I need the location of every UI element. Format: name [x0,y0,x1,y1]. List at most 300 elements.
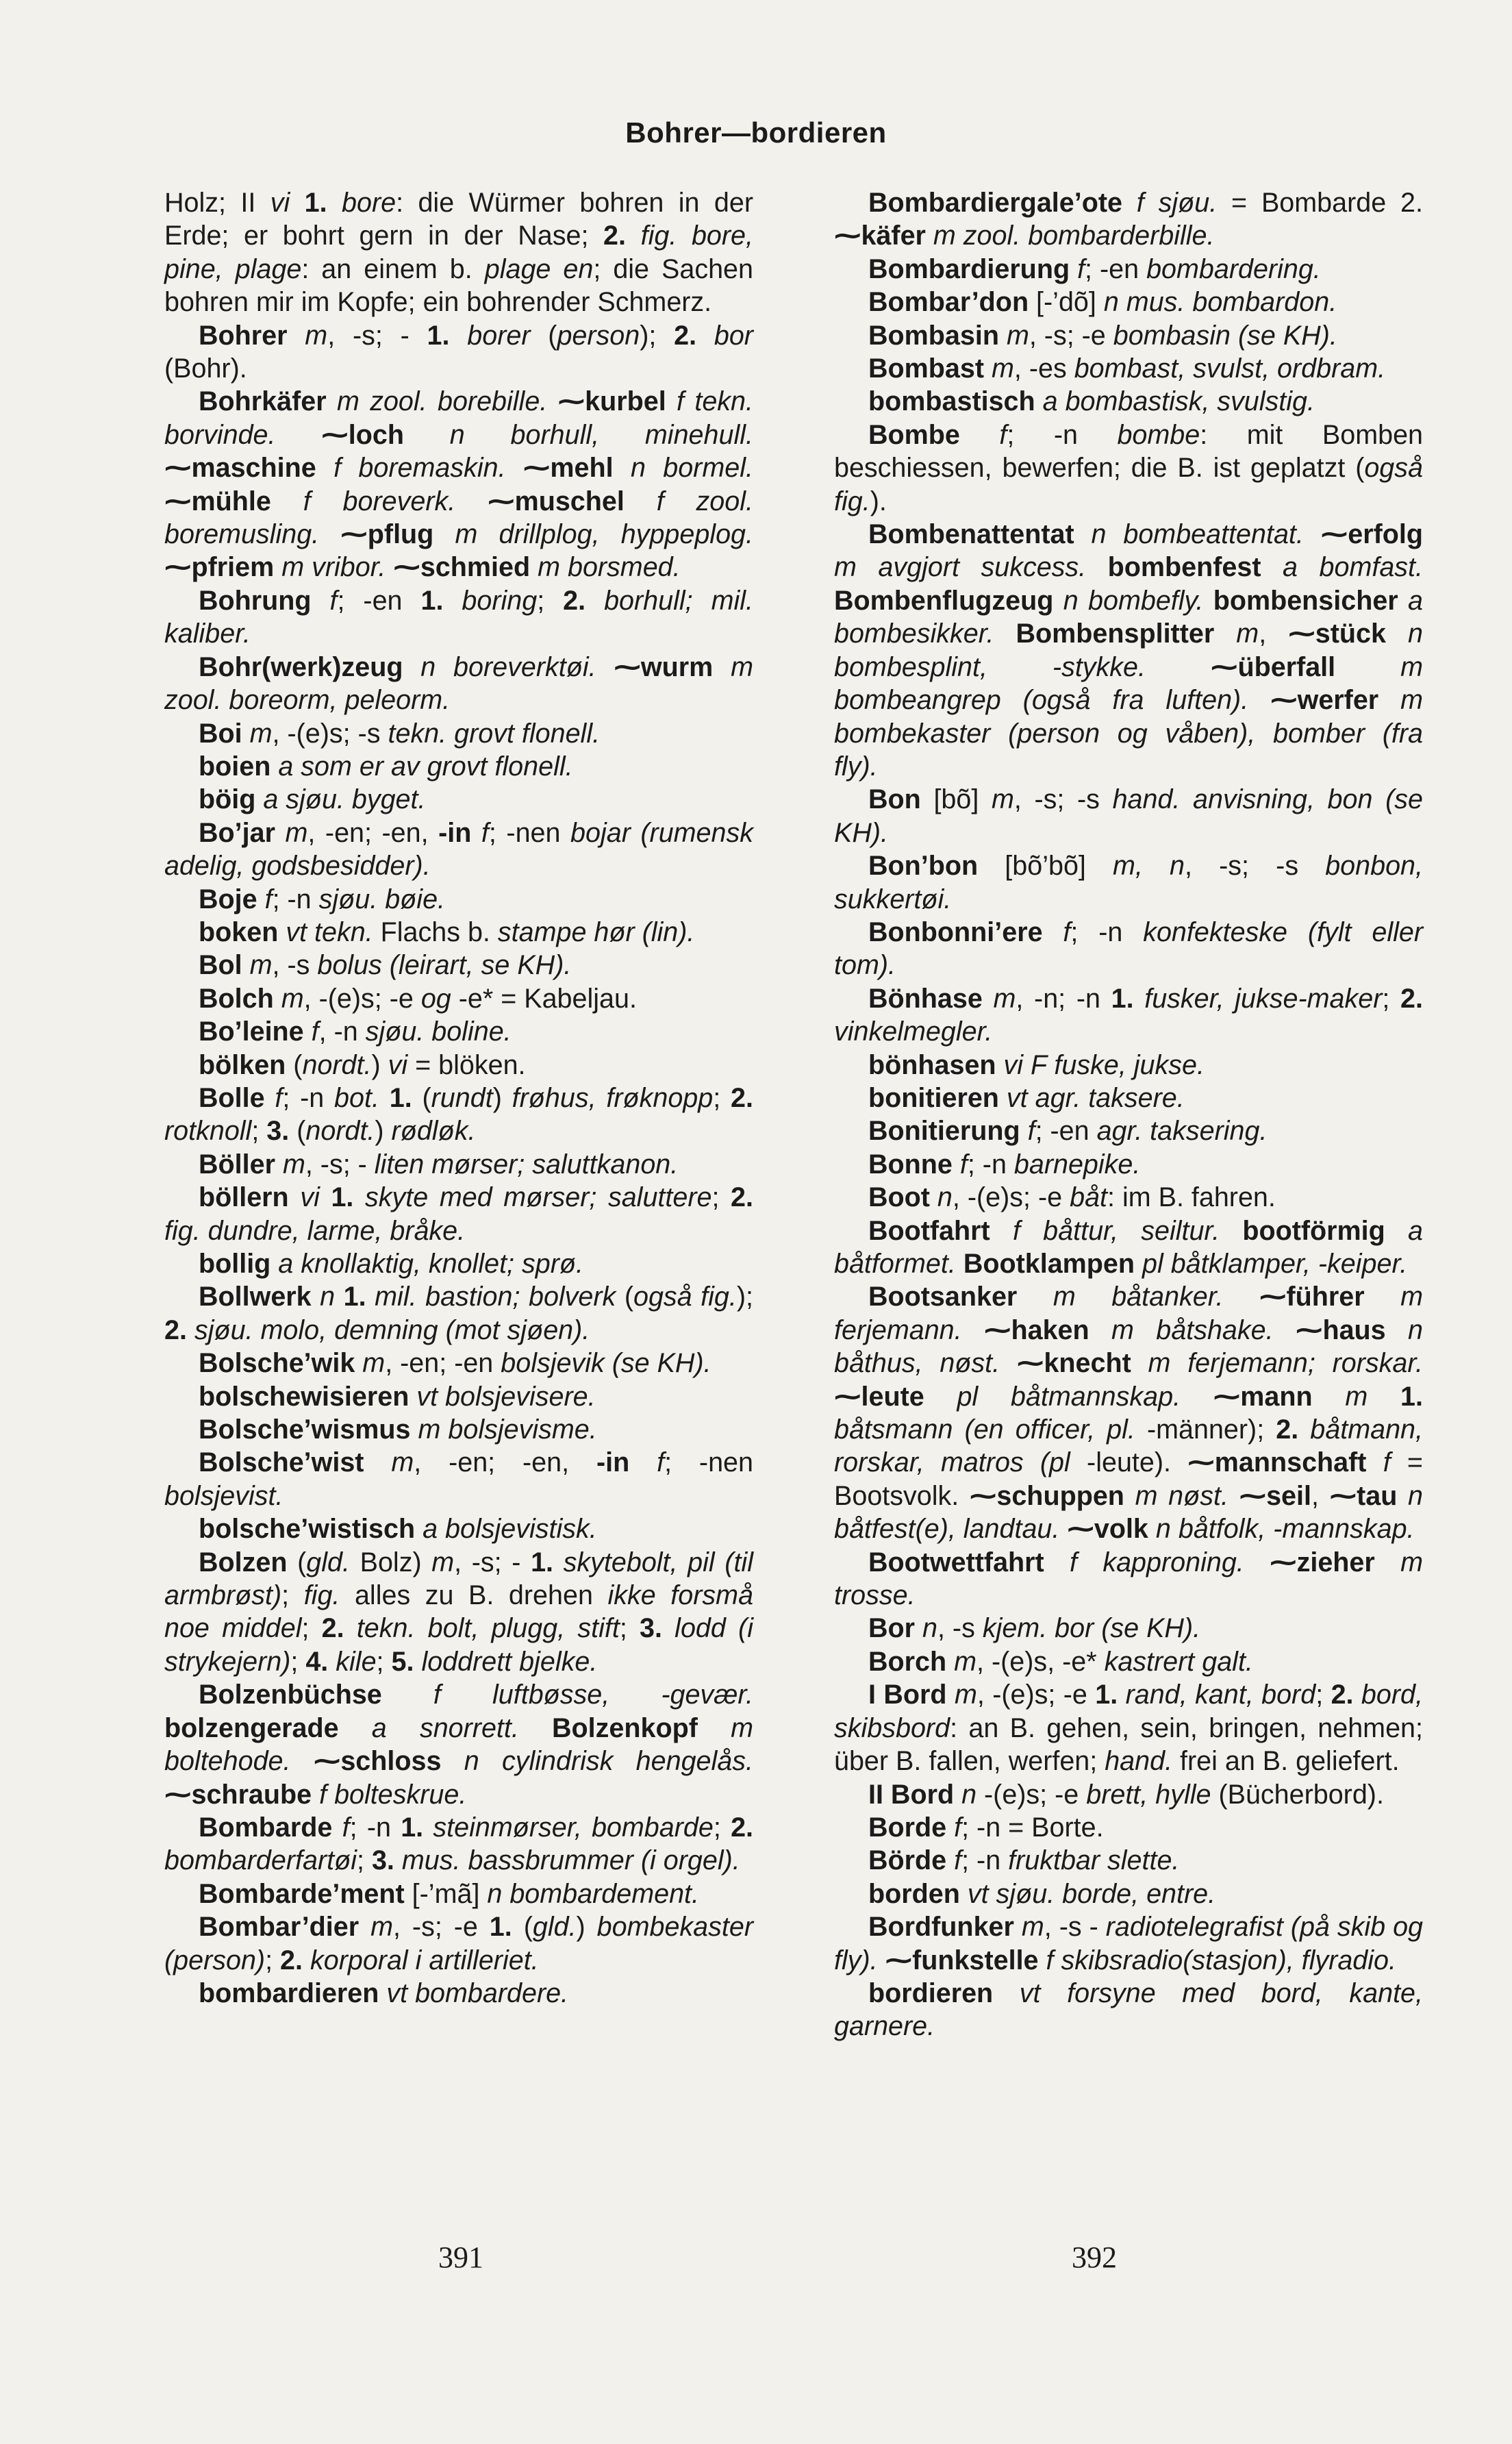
dictionary-entry [834,1844,1423,1877]
entry-text: ; [713,1812,731,1843]
entry-text: vi [388,1049,408,1080]
entry-text: Bombarde’ment [199,1878,405,1909]
entry-text: Bombardierung [868,253,1070,284]
entry-text: frøhus, frøknopp [512,1082,714,1113]
entry-text: ⁓leute [834,1381,924,1412]
entry-text: tekn. bolt, plugg, stift [356,1613,620,1644]
dictionary-entry [164,1380,753,1413]
dictionary-entry [834,1878,1423,1910]
dictionary-entry [834,1148,1423,1181]
entry-text: : die Würmer bohren in der Erde; er bohrt gern in der Nase; [164,188,753,251]
entry-text [984,353,992,384]
entry-text: n [922,1613,937,1644]
entry-text: , -en; -en [385,1348,501,1379]
entry-text: [bõ] [920,784,992,815]
entry-text: ; -en [337,585,421,616]
entry-text: , -s; - [305,1149,375,1180]
entry-text: m zool. bombarderbille. [933,221,1215,251]
entry-text: pl båtmannskap. [957,1381,1181,1412]
entry-text: bombasin (se KH). [1113,320,1337,351]
entry-text: n båtfolk, -mannskap. [1155,1514,1415,1545]
entry-text: bore [342,188,396,218]
entry-text [1397,1481,1408,1511]
entry-text: Bollwerk [199,1282,312,1312]
entry-text: n boreverktøi. [420,651,596,682]
entry-text: ) [375,1116,392,1147]
entry-text: 1. [1095,1680,1118,1710]
entry-text: ; -n [1070,916,1144,947]
entry-text: bolschewisieren [199,1381,410,1412]
entry-text: vi [270,188,290,218]
entry-text: 1. [401,1812,424,1843]
entry-text: Bolle [199,1082,265,1113]
dictionary-entry [834,1678,1423,1778]
entry-text: m bolsjevisme. [418,1414,597,1445]
entry-text: ⁓tau [1329,1480,1398,1511]
entry-text: også fig. [834,453,1423,516]
entry-text: Bolzen [199,1547,288,1578]
page-number-left: 391 [438,2241,483,2274]
entry-text [255,784,263,814]
entry-text: gld. [532,1912,577,1943]
dictionary-entry [834,1778,1423,1811]
entry-text [355,1348,362,1378]
dictionary-entry [834,1214,1423,1281]
dictionary-entry [164,750,753,783]
entry-text: Boi [199,718,242,749]
dictionary-entry [164,916,753,949]
entry-text: ⁓kurbel [557,386,666,417]
entry-text: = blöken. [407,1049,526,1080]
entry-text [1375,1547,1400,1578]
entry-text [1134,984,1145,1014]
entry-text [290,188,304,218]
entry-text: m bombekaster (person og våben), bomber (fra fly). [834,685,1423,782]
dictionary-entry [834,419,1423,518]
entry-text: : mit Bomben beschiessen, bewerfen; die B. ist geplatzt ( [834,419,1423,484]
entry-text: Bol [199,950,242,981]
entry-text: Bohr(werk)zeug [199,651,403,682]
entry-text: ⁓seil [1239,1480,1311,1511]
entry-text: liten mørser; saluttkanon. [374,1149,679,1180]
entry-text: Bootfahrt [868,1215,990,1246]
entry-text: m [954,1646,977,1677]
entry-text: 1. [1111,983,1134,1014]
entry-text: [-’dõ] [1029,287,1104,318]
entry-text: ; -n [961,1845,1009,1876]
dictionary-entry [164,1512,753,1545]
entry-text [713,652,731,682]
dictionary-entry [834,319,1423,352]
entry-text: , -s; -e [393,1912,490,1943]
entry-text: bor [714,320,753,351]
entry-text: 2. [563,585,586,616]
entry-text: m [431,1547,455,1578]
dictionary-entry [834,1280,1423,1545]
dictionary-entry [164,584,753,651]
entry-text [1039,1945,1046,1975]
dictionary-entry [834,783,1423,849]
entry-text [274,552,281,582]
entry-text: Bombar’don [868,287,1029,318]
entry-text: n [961,1779,977,1810]
entry-text: bolsche’wistisch [199,1514,416,1545]
entry-text: mil. bastion; bolverk [375,1282,616,1312]
entry-text: f [311,1017,319,1047]
dictionary-entry [164,1082,753,1148]
entry-text: Bonne [868,1149,953,1180]
entry-text: ⁓wurm [614,651,714,682]
entry-text [1035,386,1043,416]
entry-text: 4. [305,1646,329,1677]
entry-text: Bohrkäfer [199,386,327,417]
dictionary-entry [164,1015,753,1048]
entry-text: Bootwettfahrt [868,1547,1044,1578]
entry-text: bombekaster (person) [164,1912,753,1975]
entry-text: båt [1070,1182,1107,1213]
entry-text: n bombefly. [1063,585,1204,616]
entry-text: böllern [199,1182,289,1213]
dictionary-entry [164,319,753,386]
entry-text [930,1182,937,1212]
dictionary-entry [834,916,1423,982]
entry-text: n [937,1182,953,1213]
entry-text: f kapproning. [1070,1547,1244,1578]
entry-text: bollig [199,1249,271,1279]
entry-text: ; [301,1613,322,1644]
entry-text: ; [251,1116,267,1147]
page-number-right: 392 [1072,2241,1117,2274]
entry-text [1000,1348,1017,1378]
entry-text: n borhull, minehull. [449,419,753,450]
dictionary-entry [164,1049,753,1082]
dictionary-entry [164,717,753,750]
entry-text: ; -n [272,884,319,914]
entry-text: m zool. boreorm, peleorm. [164,651,753,716]
entry-text: a snorrett. [371,1712,519,1743]
entry-text: Bootklampen [963,1249,1135,1279]
entry-text: borden [868,1878,960,1909]
entry-text [312,1282,320,1312]
entry-text: m vribor. [281,552,386,583]
entry-text: [-’mã] [404,1878,488,1909]
entry-text: lodd (i strykejern) [164,1613,753,1677]
entry-text: vt bolsjevisere. [416,1381,596,1412]
entry-text [303,1945,310,1975]
entry-text: Boot [868,1182,930,1213]
entry-text: m [991,353,1014,384]
entry-text: Flachs b. [373,916,498,947]
entry-text: ⁓käfer [834,221,926,251]
entry-text [1181,1382,1213,1412]
entry-text: n [320,1282,336,1312]
entry-text [1122,188,1137,218]
entry-text: ⁓pfriem [164,552,275,583]
entry-text: ; -nen [488,817,571,848]
entry-text: , -n [318,1017,366,1047]
entry-text: n bormel. [630,453,753,484]
entry-text: f [1063,916,1071,947]
entry-text [1053,586,1063,616]
entry-text: ⁓führer [1259,1282,1365,1312]
entry-text [1223,1282,1259,1312]
entry-text: Boje [199,884,257,914]
entry-text: ⁓funkstelle [885,1945,1039,1975]
entry-text [344,1613,357,1643]
entry-text [960,1879,968,1909]
entry-text: bolzengerade [164,1712,339,1743]
entry-text: pl båtklamper, -keiper. [1142,1249,1408,1279]
entry-text [353,1182,365,1212]
entry-text: ; -n [282,1082,335,1113]
entry-text [946,1647,954,1677]
entry-text [1118,1680,1125,1710]
entry-text: Bolsche’wik [199,1348,355,1379]
entry-text [403,652,420,682]
entry-text: 1. [489,1912,512,1943]
entry-text: borhull; mil. kaliber. [164,585,754,649]
entry-text: Bombe [868,419,960,450]
entry-text: stampe hør (lin). [497,916,695,947]
entry-text: bombastisch [868,386,1035,417]
entry-text [924,1382,957,1412]
entry-text: ( [512,1912,533,1943]
entry-text [596,652,614,682]
entry-text: bombast, svulst, ordbram. [1074,353,1386,384]
entry-text: 2. [603,221,626,251]
entry-text [946,1845,954,1875]
entry-text: gld. [306,1547,350,1578]
entry-text [242,950,250,980]
entry-text: vi F fuske, jukse. [1003,1049,1205,1080]
entry-text: rødløk. [391,1116,476,1147]
entry-text: I Bord [868,1680,947,1710]
entry-text [415,1514,423,1544]
dictionary-entry [834,286,1423,319]
entry-text: a bombesikker. [834,585,1423,649]
entry-text [278,917,286,947]
entry-text: ⁓haken [983,1314,1089,1345]
entry-text: vt bombardere. [386,1978,569,2008]
entry-text: : an einem b. [301,253,485,284]
entry-text: Bönhase [868,983,983,1014]
entry-text: fusker, jukse-maker [1144,983,1383,1014]
entry-text: Bolsche’wismus [199,1414,411,1445]
entry-text [1020,1116,1028,1146]
entry-text [1214,619,1236,649]
entry-text [312,586,330,616]
entry-text: f [954,1812,962,1843]
dictionary-entry [834,1082,1423,1114]
entry-text: ⁓werfer [1270,685,1379,716]
dictionary-entry [164,1247,753,1280]
entry-text [530,552,538,582]
entry-text: Bombasin [868,320,999,351]
entry-text: bonitieren [868,1082,999,1113]
entry-text: hand. anvisning, bon (se KH). [834,784,1423,848]
entry-text: m borsmed. [538,552,681,583]
entry-text: ; -en [1085,253,1147,284]
entry-text [926,221,933,251]
entry-text: vt forsyne med bord, kante, garnere. [834,1978,1423,2042]
entry-text: böig [199,784,256,815]
entry-text: ; [357,1845,372,1876]
entry-text [291,1746,314,1776]
entry-text: ⁓maschine [164,453,316,484]
entry-text [553,1547,564,1578]
entry-text: -e* = Kabeljau. [451,983,637,1014]
entry-text: vt tekn. [286,916,373,947]
entry-text [954,1780,961,1810]
entry-text: 3. [266,1116,290,1147]
entry-text: vinkelmegler. [834,1017,993,1047]
entry-text [1261,552,1283,582]
entry-text [364,1447,391,1477]
entry-text: bolus (leirart, se KH). [317,950,572,981]
entry-text [1354,1680,1361,1710]
dictionary-entry [164,1413,753,1446]
dictionary-entry [834,1977,1423,2043]
entry-text: ); [640,320,675,351]
entry-text: bord, skibsbord [834,1680,1423,1743]
entry-text: Bombast [868,353,984,384]
entry-text: Bohrung [199,585,312,616]
entry-text [304,1017,312,1047]
dictionary-entry [164,783,753,816]
entry-text [915,1613,922,1643]
entry-text [450,321,468,351]
entry-text: 1. [1400,1381,1423,1412]
entry-text: ; [1315,1680,1331,1710]
entry-text: n bombeattentat. [1091,519,1304,550]
entry-text: også fig. [633,1282,737,1312]
entry-text [662,1613,675,1643]
entry-text [547,386,557,416]
entry-text [1203,586,1213,616]
entry-text: f [1383,1447,1391,1478]
entry-text: , -s; -s [1013,784,1113,815]
entry-text: II Bord [868,1779,955,1810]
entry-text [1135,1249,1142,1279]
running-header: Bohrer—bordieren [625,116,887,149]
entry-text: ⁓muschel [488,486,625,516]
entry-text: Bohrer [199,320,288,351]
entry-text [1386,619,1408,649]
entry-text: f boreverk. [303,486,456,516]
entry-text [271,486,303,516]
entry-text [411,1414,418,1445]
entry-text: ⁓haus [1295,1314,1386,1345]
entry-text: -männer); [1135,1414,1276,1445]
dictionary-entry [164,1811,753,1878]
entry-text: m [991,784,1014,815]
entry-text: ( [616,1282,633,1312]
dictionary-entry [164,1910,753,1977]
entry-text: Bordfunker [868,1912,1014,1943]
entry-text: Bolz) [349,1547,432,1578]
entry-text: bojar (rumensk adelig, godsbesidder). [164,817,753,882]
entry-text [382,1680,433,1710]
entry-text: , -en; -en, [307,817,439,848]
entry-text [394,1845,402,1875]
entry-text: fruktbar slette. [1008,1845,1180,1876]
entry-text: a som er av grovt flonell. [278,751,573,782]
entry-text: , -n; -n [1016,983,1111,1014]
dictionary-entry [164,1678,753,1811]
entry-text: m trosse. [834,1547,1423,1611]
entry-text: , -s; - [454,1547,531,1578]
entry-text [275,1149,283,1180]
entry-text [455,486,488,516]
entry-text [1086,552,1108,582]
entry-text: , -es [1013,353,1074,384]
entry-text [274,984,281,1014]
entry-text: m båtshake. [1111,1314,1274,1345]
entry-text: 2. [1331,1680,1354,1710]
entry-text [289,1182,301,1212]
entry-text: ; -n [1007,419,1118,450]
entry-text: m [1345,1381,1368,1412]
entry-text [1089,1315,1111,1345]
entry-text: bombenfest [1107,552,1261,583]
entry-text [1044,1547,1070,1578]
entry-text: , -(e)s; -e [977,1680,1096,1710]
dictionary-entry [834,352,1423,385]
entry-text: 2. [674,320,697,351]
entry-text: fig. dundre, larme, bråke. [164,1215,466,1246]
entry-text [433,519,455,549]
entry-text: ; [376,1646,392,1677]
entry-text [1366,1447,1383,1477]
entry-text [1220,1216,1242,1246]
entry-text: Bombarde [199,1812,333,1843]
entry-text [414,1647,421,1677]
entry-text: ⁓mannschaft [1187,1447,1367,1478]
entry-text: ); [736,1282,754,1312]
entry-text [1378,685,1400,715]
dictionary-entry [834,1546,1423,1612]
entry-text: bombardering. [1146,253,1321,284]
entry-text [276,420,322,450]
entry-text: f bolteskrue. [319,1779,467,1810]
entry-text [319,519,340,549]
entry-text: loddrett bjelke. [421,1646,598,1677]
entry-text: Bo’jar [199,817,275,848]
entry-text: m drillplog, hyppeplog. [455,519,753,550]
entry-text: , -s [272,950,318,981]
entry-text [1059,1514,1067,1544]
entry-text: fig. [303,1580,340,1611]
entry-text: 1. [343,1282,366,1312]
entry-text: = Bombarde 2. [1217,188,1423,218]
entry-text: Bolzenbüchse [199,1680,382,1710]
entry-text [994,619,1016,649]
entry-text: ⁓schloss [313,1746,442,1777]
entry-text: f [1027,1116,1035,1147]
entry-text: m, n [1113,851,1185,882]
entry-text: ; -nen [664,1447,753,1478]
entry-text: bonbon, sukkertøi. [834,851,1423,914]
dictionary-entry [834,1645,1423,1678]
entry-text: 2. [731,1182,753,1213]
right-column [834,186,1423,2043]
entry-text [404,420,450,450]
dictionary-entry [164,186,753,319]
entry-text: f luftbøsse, -gevær. [433,1680,753,1710]
entry-text: nordt. [305,1116,375,1147]
entry-text: kjem. bor (se KH). [982,1613,1201,1644]
entry-text: m [249,950,273,981]
